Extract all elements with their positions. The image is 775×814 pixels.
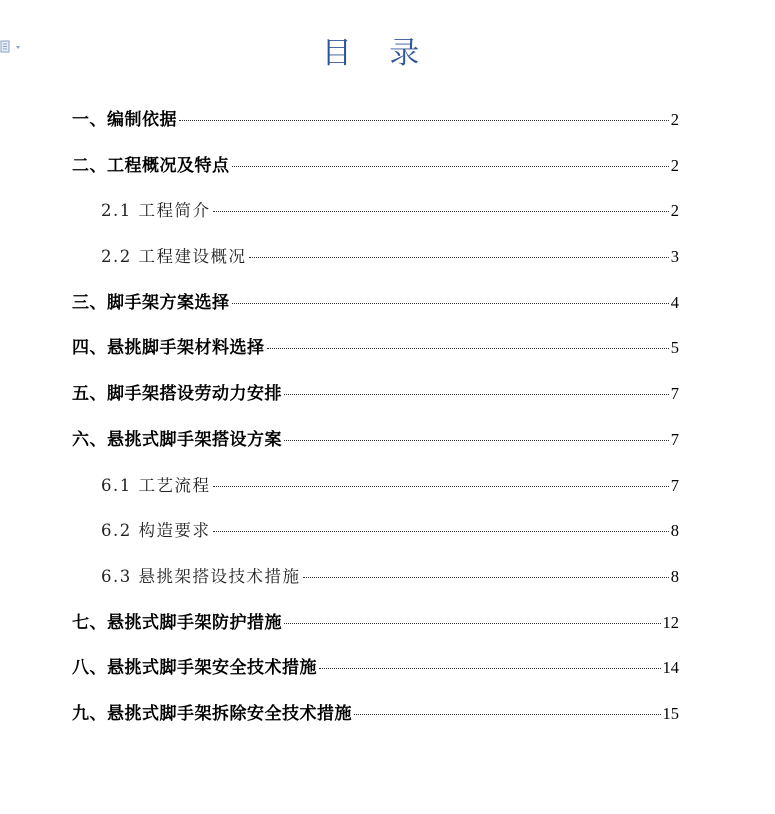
toc-dot-leader <box>303 577 669 578</box>
toc-entry-page: 7 <box>670 429 679 449</box>
toc-entry-label: 6.3 悬挑架搭设技术措施 <box>101 566 301 586</box>
toc-entry[interactable] <box>72 234 679 280</box>
toc-entry[interactable] <box>72 417 679 463</box>
toc-entry-page: 2 <box>670 110 679 129</box>
toc-entry-label: 八、悬挑式脚手架安全技术措施 <box>72 658 317 679</box>
table-of-contents <box>72 97 679 737</box>
toc-dot-leader <box>354 714 661 715</box>
toc-entry-label: 五、脚手架搭设劳动力安排 <box>72 384 282 405</box>
toc-entry-page: 7 <box>670 475 679 495</box>
toc-entry-label: 二、工程概况及特点 <box>72 155 230 176</box>
toc-title: 目 录 <box>321 36 434 71</box>
toc-dot-leader <box>284 440 669 441</box>
toc-entry[interactable] <box>72 600 679 646</box>
toc-entry-label: 四、悬挑脚手架材料选择 <box>72 338 265 359</box>
toc-entry-page: 15 <box>662 703 679 723</box>
toc-entry-page: 4 <box>670 292 679 312</box>
toc-dot-leader <box>249 257 669 258</box>
toc-dot-leader <box>213 486 669 487</box>
toc-entry[interactable] <box>72 325 679 371</box>
toc-entry[interactable] <box>72 143 679 189</box>
toc-entry-label: 2.2 工程建设概况 <box>101 247 247 267</box>
toc-entry[interactable] <box>72 463 679 509</box>
toc-entry[interactable] <box>72 554 679 600</box>
toc-entry-label: 七、悬挑式脚手架防护措施 <box>72 612 282 633</box>
toc-entry-label: 九、悬挑式脚手架拆除安全技术措施 <box>72 703 352 724</box>
toc-entry-label: 2.1 工程简介 <box>101 201 211 221</box>
toc-entry[interactable] <box>72 691 679 737</box>
toc-dot-leader <box>232 303 669 304</box>
toc-entry[interactable] <box>72 508 679 554</box>
toc-dot-leader <box>179 120 669 121</box>
toc-entry-page: 8 <box>670 521 679 541</box>
toc-entry-label: 一、编制依据 <box>72 110 177 130</box>
toc-entry[interactable] <box>72 645 679 691</box>
toc-dot-leader <box>284 623 661 624</box>
toc-entry-page: 8 <box>670 566 679 586</box>
toc-entry-page: 7 <box>670 384 679 404</box>
toc-dot-leader <box>319 668 661 669</box>
toc-entry-page: 12 <box>662 612 679 632</box>
toc-entry-page: 3 <box>670 247 679 267</box>
toc-entry-label: 六、悬挑式脚手架搭设方案 <box>72 429 282 450</box>
toc-entry[interactable] <box>72 280 679 326</box>
toc-entry-page: 2 <box>670 201 679 221</box>
toc-dot-leader <box>213 531 669 532</box>
toc-entry-page: 5 <box>670 338 679 358</box>
toc-dot-leader <box>232 166 669 167</box>
toc-entry-label: 三、脚手架方案选择 <box>72 292 230 313</box>
toc-entry-page: 14 <box>662 658 679 678</box>
toc-entry[interactable] <box>72 97 679 143</box>
toc-entry[interactable] <box>72 188 679 234</box>
toc-entry-page: 2 <box>670 155 679 175</box>
toc-entry[interactable] <box>72 371 679 417</box>
toc-dot-leader <box>284 394 669 395</box>
toc-entry-label: 6.1 工艺流程 <box>101 475 211 495</box>
toc-dot-leader <box>213 211 669 212</box>
toc-dot-leader <box>267 348 669 349</box>
toc-entry-label: 6.2 构造要求 <box>101 521 211 541</box>
